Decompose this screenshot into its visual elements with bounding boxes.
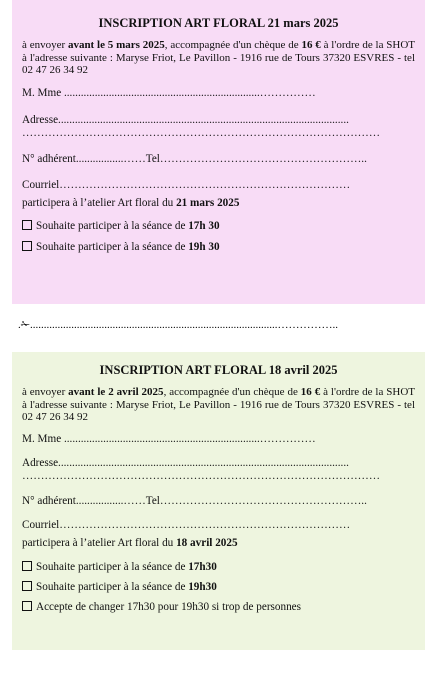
option-label: Souhaite participer à la séance de [36,240,189,253]
checkbox[interactable] [22,220,32,230]
attend-date: 18 avril 2025 [176,536,238,549]
intro-text: à envoyer [22,386,69,398]
intro-text: à envoyer [22,39,68,51]
option-time: 19h 30 [188,240,220,253]
email-field[interactable]: Courriel…………………………………………………………………… [22,178,351,191]
attend-text [22,197,415,209]
deadline: avant le 5 mars 2025 [67,39,165,51]
form-intro [22,386,415,424]
address-text: à l'ordre de la SHOT à l'adresse suivante : Maryse Friot, Le Pavillon - 1916 rue de Tours 37320 ESVRES - tel 02 47 26 34 92 [22,386,415,423]
registration-form-march [12,0,425,304]
name-field[interactable]: M. Mme ......................................................................…………… [22,86,316,99]
attend-text [22,537,415,549]
option-label: Accepte de changer 17h30 pour 19h30 si trop de personnes [36,600,302,613]
member-tel-field[interactable]: N° adhérent.................……Tel……………………………………………….. [22,494,367,507]
price: 16 € [300,386,321,398]
registration-form-april [12,352,425,650]
price: 16 € [301,39,321,51]
address-field-line2[interactable]: …………………………………………………………………………………… [22,469,380,482]
attend-label: participera à l’atelier Art floral du [22,536,177,549]
option-label: Souhaite participer à la séance de [36,560,189,573]
address-text: à l'ordre de la SHOT à l'adresse suivante : Maryse Friot, Le Pavillon - 1916 rue de Tours 37320 ESVRES - tel 02 47 26 34 92 [22,39,416,76]
member-tel-field[interactable]: N° adhérent.................……Tel……………………………………………….. [22,152,367,165]
option-time: 17h30 [188,560,217,573]
deadline: avant le 2 avril 2025 [68,386,164,398]
address-field[interactable]: Adresse........................................................................................................ [22,456,349,469]
checkbox[interactable] [22,601,32,611]
option-label: Souhaite participer à la séance de [36,580,189,593]
option-row[interactable] [22,601,415,613]
form-intro [22,39,415,77]
option-time: 19h30 [188,580,217,593]
name-field[interactable]: M. Mme ......................................................................…………… [22,432,316,445]
address-field[interactable]: Adresse........................................................................................................ [22,113,349,126]
attend-label: participera à l’atelier Art floral du [22,196,177,209]
intro-text: , accompagnée d'un chèque de [163,386,301,398]
option-row[interactable] [22,581,415,593]
form-title: INSCRIPTION ART FLORAL 21 mars 2025 [98,16,339,30]
checkbox[interactable] [22,581,32,591]
address-field-line2[interactable]: …………………………………………………………………………………… [22,126,380,139]
option-label: Souhaite participer à la séance de [36,219,189,232]
checkbox[interactable] [22,241,32,251]
cut-line: .✁..........................................................................................…………….. [18,319,338,331]
email-field[interactable]: Courriel…………………………………………………………………… [22,518,351,531]
option-row[interactable] [22,561,415,573]
attend-date: 21 mars 2025 [176,196,240,209]
option-time: 17h 30 [188,219,220,232]
option-row[interactable] [22,220,415,232]
intro-text: , accompagnée d'un chèque de [164,39,302,51]
form-title: INSCRIPTION ART FLORAL 18 avril 2025 [99,363,338,377]
option-row[interactable] [22,241,415,253]
checkbox[interactable] [22,561,32,571]
